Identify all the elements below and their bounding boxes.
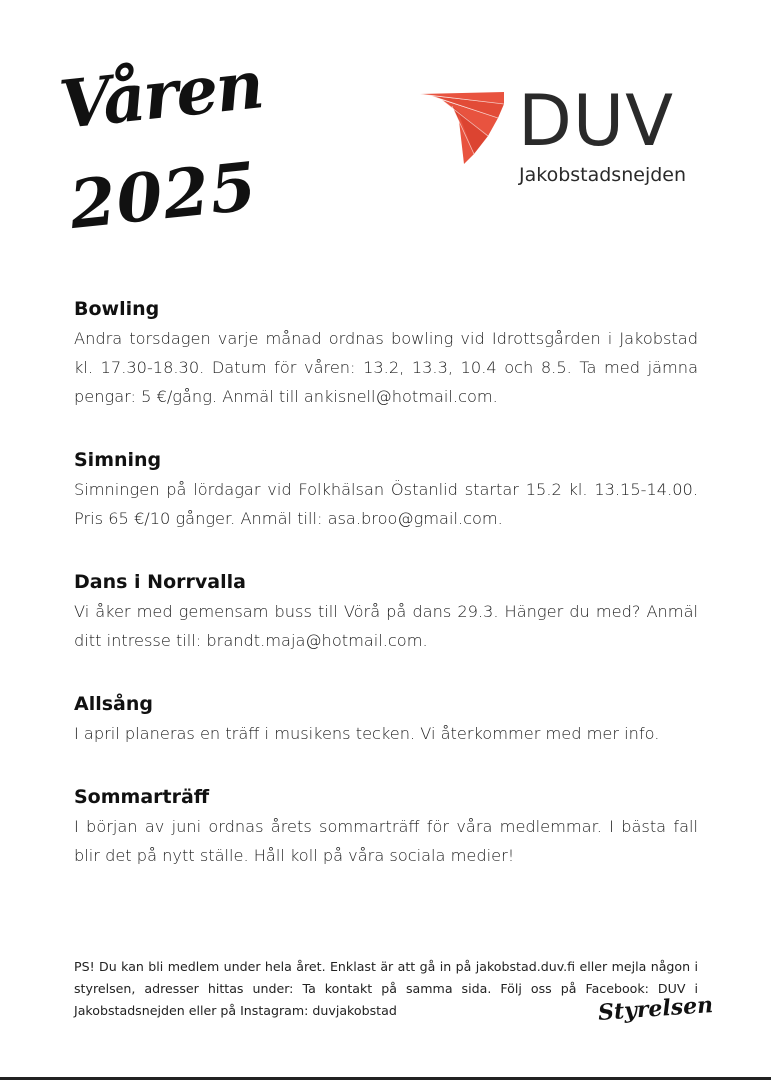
section-title: Dans i Norrvalla — [74, 571, 246, 593]
section-dans-i-norrvalla — [74, 567, 698, 655]
logo-subtitle: Jakobstadsnejden — [519, 164, 687, 186]
activity-sections — [74, 294, 698, 904]
page-title — [55, 45, 302, 256]
section-title: Allsång — [74, 693, 153, 715]
section-body: Simningen på lördagar vid Folkhälsan Östanlid startar 15.2 kl. 13.15-14.00. Pris 65 €/10 gånger. Anmäl till: asa.broo@gmail.com. — [74, 480, 698, 528]
footer-note: PS! Du kan bli medlem under hela året. Enklast är att gå in på jakobstad.duv.fi eller mejla någon i styrelsen, adresser hittas under: Ta kontakt på samma sida. Följ oss på Facebook: DUV i Jakobstadsnejden eller på Instagram: duvjakobstad — [74, 958, 698, 1018]
title-line-season: Våren — [55, 45, 266, 145]
section-sommartraff — [74, 782, 698, 870]
signature: Styrelsen — [597, 992, 714, 1026]
section-body: Andra torsdagen varje månad ordnas bowling vid Idrottsgården i Jakobstad kl. 17.30-18.30. Datum för våren: 13.2, 13.3, 10.4 och 8.5. Ta med jämna pengar: 5 €/gång. Anmäl till ankisnell@hotmail.com. — [74, 329, 698, 406]
logo-name: DUV — [518, 80, 675, 162]
section-body: I april planeras en träff i musikens tecken. Vi återkommer med mer info. — [74, 724, 660, 743]
section-title: Simning — [74, 449, 162, 471]
section-simning — [74, 445, 698, 533]
section-title: Sommarträff — [74, 786, 210, 808]
section-body: I början av juni ordnas årets sommarträff för våra medlemmar. I bästa fall blir det på nytt ställe. Håll koll på våra sociala medier! — [74, 817, 698, 865]
section-body: Vi åker med gemensam buss till Vörå på dans 29.3. Hänger du med? Anmäl ditt intresse till: brandt.maja@hotmail.com. — [74, 602, 698, 650]
duv-logo — [418, 80, 708, 198]
title-line-year: 2025 — [65, 146, 261, 244]
section-title: Bowling — [74, 298, 160, 320]
section-bowling — [74, 294, 698, 411]
section-allsang — [74, 689, 698, 748]
duv-bird-icon — [418, 88, 518, 168]
